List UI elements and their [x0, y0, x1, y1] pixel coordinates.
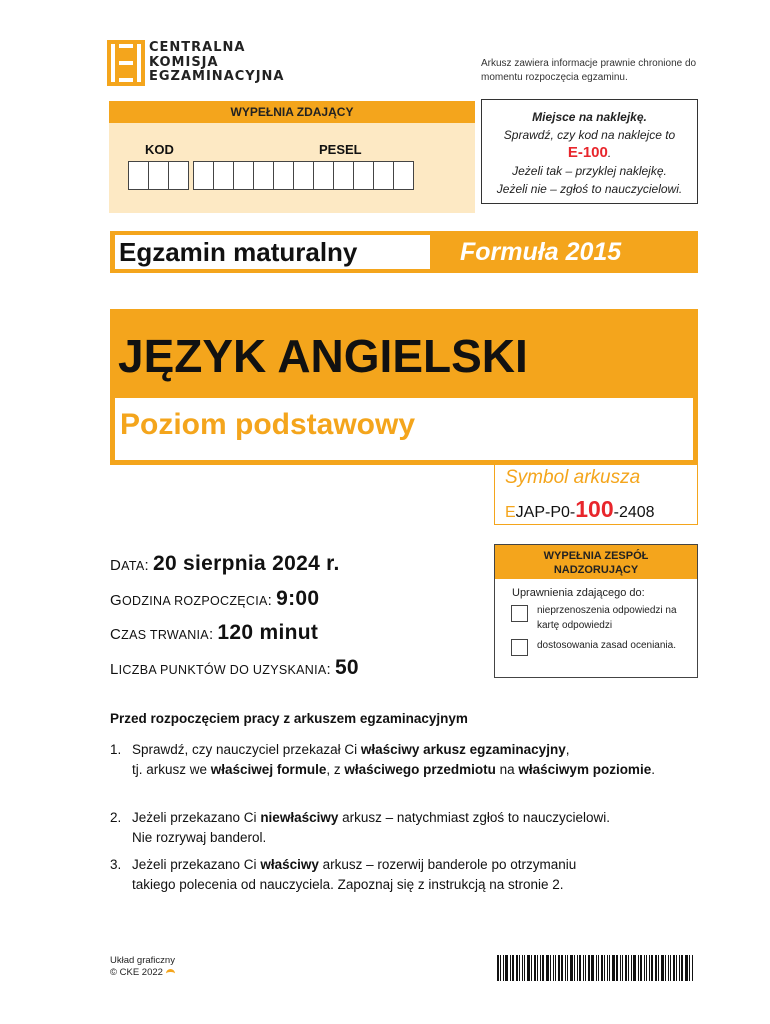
barcode-bar	[692, 955, 693, 981]
level-box	[115, 398, 693, 460]
sticker-title: Miejsce na naklejkę.	[532, 110, 647, 124]
exam-date: DATA: 20 sierpnia 2024 r.	[110, 552, 340, 575]
barcode-bar	[537, 955, 538, 981]
barcode-bar	[633, 955, 636, 981]
exam-points-value: 50	[334, 656, 359, 679]
barcode-bar	[596, 955, 597, 981]
barcode-bar	[527, 955, 530, 981]
barcode-bar	[579, 955, 581, 981]
subject-level: Poziom podstawowy	[120, 408, 416, 441]
barcode-bar	[583, 955, 584, 981]
pesel-digit-box[interactable]	[233, 161, 254, 190]
barcode-bar	[540, 955, 541, 981]
sheet-symbol-label: Symbol arkusza	[505, 467, 641, 488]
instructions-heading: Przed rozpoczęciem pracy z arkuszem egzaminacyjnym	[110, 711, 468, 726]
barcode-bar	[665, 955, 666, 981]
barcode-bar	[673, 955, 675, 981]
barcode-bar	[625, 955, 627, 981]
barcode-bar	[503, 955, 504, 981]
pesel-digit-box[interactable]	[213, 161, 234, 190]
exam-band	[110, 231, 698, 273]
barcode-bar	[553, 955, 554, 981]
pesel-digit-box[interactable]	[293, 161, 314, 190]
pesel-digit-box[interactable]	[353, 161, 374, 190]
barcode-bar	[585, 955, 586, 981]
barcode-bar	[522, 955, 523, 981]
pesel-digit-box[interactable]	[273, 161, 294, 190]
barcode-bar	[609, 955, 610, 981]
barcode-bar	[604, 955, 605, 981]
barcode-bar	[601, 955, 603, 981]
sheet-symbol-box	[494, 463, 698, 525]
barcode-bar	[670, 955, 671, 981]
barcode-bar	[661, 955, 664, 981]
barcode-bar	[640, 955, 642, 981]
barcode-bar	[631, 955, 632, 981]
barcode-bar	[620, 955, 621, 981]
barcode-bar	[567, 955, 568, 981]
barcode-bar	[546, 955, 549, 981]
candidate-fill-panel	[109, 101, 475, 213]
exam-duration-value: 120 minut	[217, 621, 319, 644]
pesel-label: PESEL	[319, 142, 362, 157]
checkbox-no-transfer[interactable]	[511, 605, 528, 622]
sheet-symbol-code: EJAP-P0-100-2408	[505, 496, 655, 522]
sticker-area[interactable]: Miejsce na naklejkę. Sprawdź, czy kod na naklejce to E-100. Jeżeli tak – przyklej naklejkę. Jeżeli nie – zgłoś to nauczycielowi.	[481, 99, 698, 204]
barcode-bar	[655, 955, 657, 981]
sticker-check-text: Sprawdź, czy kod na naklejce to	[503, 128, 676, 142]
cke-logo	[107, 40, 287, 86]
kod-label: KOD	[145, 142, 174, 157]
pesel-input-boxes[interactable]	[193, 161, 413, 190]
barcode-bar	[668, 955, 669, 981]
barcode-bar	[681, 955, 683, 981]
exam-start-value: 9:00	[276, 587, 320, 610]
supervisors-panel	[494, 544, 698, 678]
pesel-digit-box[interactable]	[333, 161, 354, 190]
barcode-bar	[689, 955, 690, 981]
barcode-bar	[534, 955, 536, 981]
barcode-bar	[519, 955, 520, 981]
pesel-digit-box[interactable]	[313, 161, 334, 190]
barcode-bar	[500, 955, 501, 981]
barcode-bar	[570, 955, 573, 981]
barcode-bar	[505, 955, 508, 981]
barcode-bar	[588, 955, 590, 981]
barcode-bar	[561, 955, 563, 981]
barcode-bar	[598, 955, 599, 981]
barcode-bar	[516, 955, 518, 981]
barcode-bar	[628, 955, 629, 981]
barcode-bar	[577, 955, 578, 981]
subject-block	[110, 309, 698, 465]
supervisors-header: WYPEŁNIA ZESPÓŁ NADZORUJĄCY	[495, 545, 697, 579]
exam-duration: CZAS TRWANIA: 120 minut	[110, 621, 319, 644]
sticker-no-text: Jeżeli nie – zgłoś to nauczycielowi.	[496, 182, 683, 196]
supervisors-lead: Uprawnienia zdającego do:	[512, 587, 645, 599]
exam-formula: Formuła 2015	[460, 238, 622, 266]
barcode-bar	[512, 955, 514, 981]
pesel-digit-box[interactable]	[193, 161, 214, 190]
kod-digit-box[interactable]	[128, 161, 149, 190]
barcode-bar	[685, 955, 688, 981]
subject-title: JĘZYK ANGIELSKI	[118, 330, 528, 382]
kod-digit-box[interactable]	[148, 161, 169, 190]
pesel-digit-box[interactable]	[393, 161, 414, 190]
barcode	[497, 955, 697, 981]
barcode-bar	[550, 955, 551, 981]
barcode-bar	[574, 955, 575, 981]
option-adjusted-scoring-label: dostosowania zasad oceniania.	[537, 640, 676, 651]
barcode-bar	[649, 955, 650, 981]
kod-digit-box[interactable]	[168, 161, 189, 190]
barcode-bar	[531, 955, 532, 981]
barcode-bar	[565, 955, 566, 981]
exam-date-value: 20 sierpnia 2024 r.	[152, 552, 340, 575]
barcode-bar	[658, 955, 659, 981]
barcode-bar	[676, 955, 677, 981]
barcode-bar	[607, 955, 608, 981]
barcode-bar	[555, 955, 556, 981]
barcode-bar	[524, 955, 525, 981]
exam-title: Egzamin maturalny	[115, 235, 430, 269]
protection-notice: Arkusz zawiera informacje prawnie chronione do momentu rozpoczęcia egzaminu.	[481, 58, 697, 83]
candidate-fill-header: WYPEŁNIA ZDAJĄCY	[109, 101, 475, 123]
kod-input-boxes[interactable]	[128, 161, 188, 190]
instruction-item: 3. Jeżeli przekazano Ci właściwy arkusz – rozerwij banderole po otrzymaniu takiego polecenia od nauczyciela. Zapoznaj się z instrukcją na stronie 2.	[110, 857, 577, 892]
barcode-bar	[646, 955, 647, 981]
logo-text: CENTRALNA KOMISJA EGZAMINACYJNA	[149, 40, 285, 84]
exam-start-time: GODZINA ROZPOCZĘCIA: 9:00	[110, 587, 320, 610]
barcode-bar	[679, 955, 680, 981]
cke-logo-icon	[107, 40, 145, 86]
footer-credit: Układ graficzny © CKE 2022	[110, 955, 175, 978]
instruction-item: 1. Sprawdź, czy nauczyciel przekazał Ci właściwy arkusz egzaminacyjny, tj. arkusz we właściwej formule, z właściwego przedmiotu na właściwym poziomie.	[110, 742, 655, 777]
barcode-bar	[612, 955, 615, 981]
barcode-bar	[616, 955, 618, 981]
checkbox-adjusted-scoring[interactable]	[511, 639, 528, 656]
barcode-bar	[622, 955, 623, 981]
pesel-digit-box[interactable]	[373, 161, 394, 190]
barcode-bar	[644, 955, 645, 981]
cke-swoosh-icon	[166, 969, 175, 975]
exam-points: LICZBA PUNKTÓW DO UZYSKANIA: 50	[110, 656, 359, 679]
option-no-transfer-label: nieprzenoszenia odpowiedzi na kartę odpowiedzi	[537, 605, 677, 631]
barcode-bar	[638, 955, 639, 981]
barcode-bar	[591, 955, 594, 981]
barcode-bar	[542, 955, 544, 981]
barcode-bar	[558, 955, 560, 981]
sticker-yes-text: Jeżeli tak – przyklej naklejkę.	[512, 164, 667, 178]
barcode-bar	[497, 955, 499, 981]
barcode-bar	[651, 955, 653, 981]
barcode-bar	[510, 955, 511, 981]
instruction-item: 2. Jeżeli przekazano Ci niewłaściwy arkusz – natychmiast zgłoś to nauczycielowi. Nie rozrywaj banderol.	[110, 810, 610, 845]
pesel-digit-box[interactable]	[253, 161, 274, 190]
sticker-code: E-100	[567, 144, 608, 161]
